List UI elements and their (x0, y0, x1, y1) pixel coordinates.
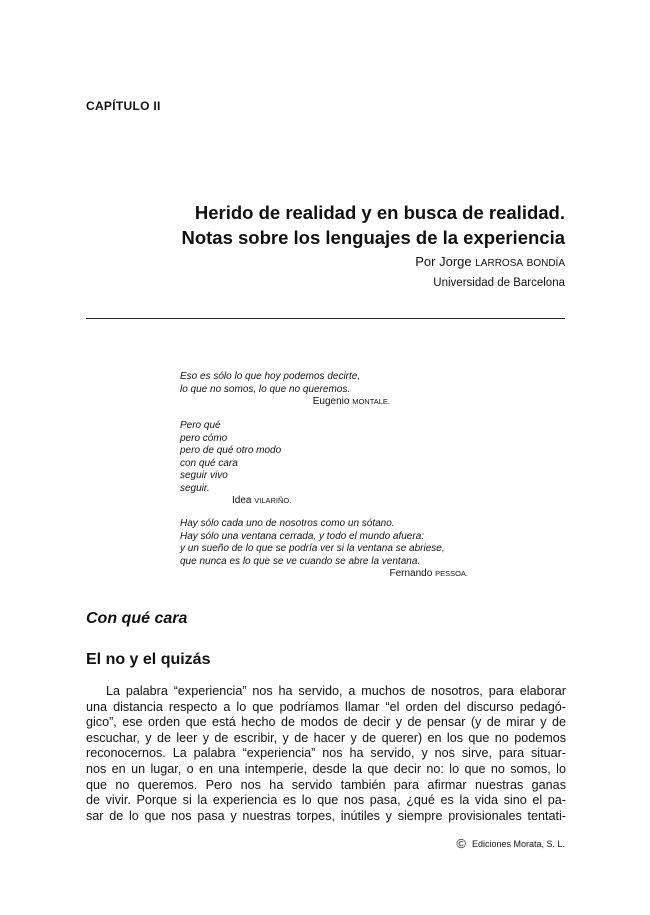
copyright-icon: © (456, 836, 466, 851)
epigraph-author-first: Fernando (389, 568, 436, 579)
body-line: reconocernos. La palabra “experiencia” nos ha servido, y nos sirve, para situar- (86, 746, 566, 761)
epigraph-line: pero cómo (180, 432, 228, 444)
footer-copyright (456, 836, 565, 851)
author-byline (415, 254, 565, 269)
subsection-heading: El no y el quizás (86, 651, 211, 668)
author-surname-2: BONDÍA (526, 258, 565, 269)
epigraph-line: lo que no somos, lo que no queremos. (180, 383, 351, 395)
author-prefix: Por Jorge (415, 254, 476, 269)
body-line: de vivir. Porque si la experiencia es lo que nos pasa, ¿qué es la vida sino el pa- (86, 793, 566, 808)
epigraph-pessoa (180, 518, 468, 581)
epigraph-line: seguir. (180, 482, 210, 494)
body-line: La palabra “experiencia” nos ha servido, a muchos de nosotros, para elaborar (106, 684, 566, 698)
epigraph-author (180, 495, 380, 508)
epigraph-author-first: Eugenio (312, 396, 353, 407)
body-paragraph (86, 684, 566, 824)
publisher-name: Ediciones Morata, S. L. (471, 838, 565, 849)
body-line: que no queremos. Pero nos ha servido también para afirmar nuestras ganas (86, 777, 566, 792)
epigraph-line: Eso es sólo lo que hoy podemos decirte, (180, 371, 361, 382)
chapter-label: CAPÍTULO II (86, 99, 161, 113)
epigraph-author-last: MONTALE. (352, 397, 390, 406)
body-line: sar de lo que nos pasa y nuestras torpes, inútiles y siempre provisionales tentati- (86, 808, 566, 823)
epigraph-author-last: VILARIÑO. (254, 496, 292, 505)
epigraph-line: que nunca es lo que se ve cuando se abre la ventana. (180, 555, 421, 567)
epigraph-line: con qué cara (180, 457, 238, 469)
epigraph-author-first: Idea (232, 495, 255, 506)
epigraph-line: Pero qué (180, 420, 221, 431)
epigraph-line: Hay sólo una ventana cerrada, y todo el mundo afuera: (180, 530, 425, 542)
epigraph-line: pero de qué otro modo (180, 445, 282, 456)
body-line: una distancia respecto a lo que podríamos llamar “el orden del discurso pedagó- (86, 699, 566, 714)
epigraph-author (180, 396, 390, 409)
epigraph-line: y un sueño de lo que se podría ver si la ventana se abriese, (180, 543, 445, 554)
body-line: escuchar, y de leer y de escribir, y de hacer y de querer) en los que no podemos (86, 730, 566, 745)
header-divider (86, 318, 565, 319)
body-line: gico”, ese orden que está hecho de modos de decir y de pensar (y de mirar y de (86, 715, 566, 730)
author-affiliation: Universidad de Barcelona (433, 277, 565, 289)
epigraph-vilarino (180, 420, 380, 508)
section-heading: Con qué cara (86, 610, 188, 627)
title-line-1: Herido de realidad y en busca de realidad. (194, 202, 565, 223)
chapter-title (181, 200, 565, 250)
epigraph-line: Hay sólo cada uno de nosotros como un sótano. (180, 518, 395, 529)
epigraph-author-last: PESSOA. (435, 569, 468, 578)
title-line-2: Notas sobre los lenguajes de la experiencia (181, 227, 565, 248)
epigraph-montale (180, 371, 390, 409)
author-surname-1: LARROSA (475, 258, 524, 269)
epigraph-author (180, 568, 468, 581)
body-line: nos en un lugar, o en una intemperie, desde la que decir no: lo que no somos, lo (86, 761, 566, 776)
epigraph-line: seguir vivo (180, 470, 228, 481)
